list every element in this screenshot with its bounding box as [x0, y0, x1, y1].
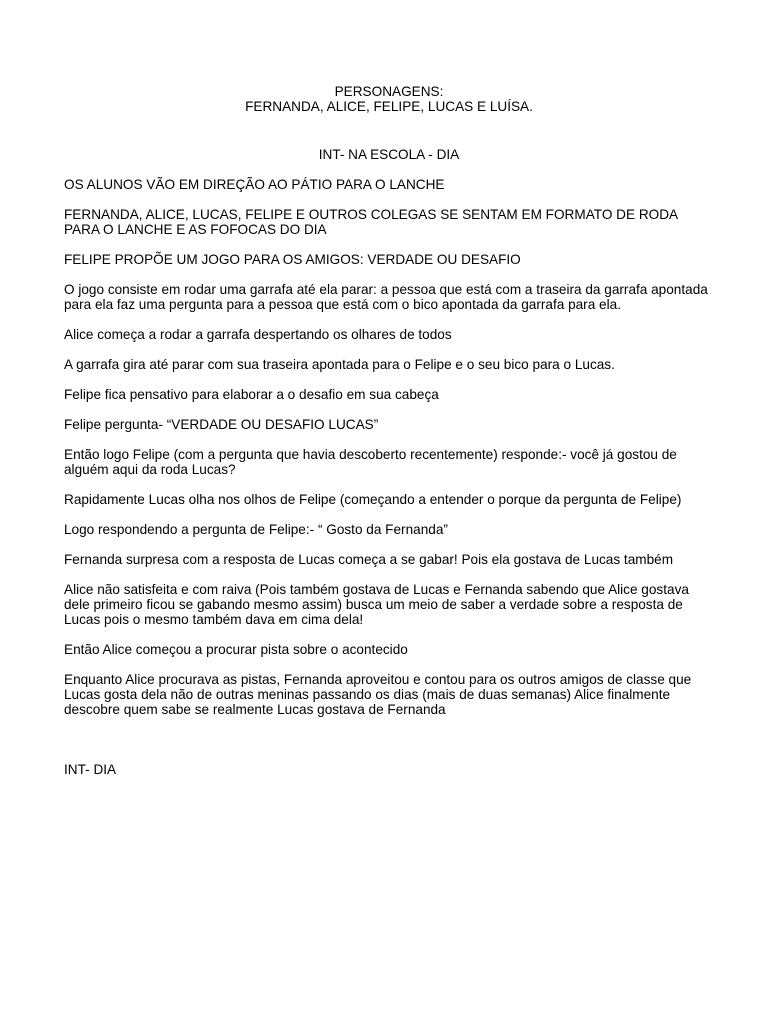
paragraph: Então Alice começou a procurar pista sobre o acontecido	[64, 642, 408, 657]
characters-title: PERSONAGENS:	[334, 84, 444, 99]
paragraph: Felipe fica pensativo para elaborar a o desafio em sua cabeça	[64, 387, 439, 402]
paragraph: OS ALUNOS VÃO EM DIREÇÃO AO PÁTIO PARA O LANCHE	[64, 177, 445, 192]
script-body	[64, 177, 714, 717]
document-page	[64, 84, 714, 777]
paragraph: Felipe pergunta- “VERDADE OU DESAFIO LUCAS”	[64, 417, 379, 432]
paragraph: Enquanto Alice procurava as pistas, Fernanda aproveitou e contou para os outros amigos de classe que Lucas gosta dela não de outras meninas passando os dias (mais de duas semanas) Alice finalmente descobre quem sabe se realmente Lucas gostava de Fernanda	[64, 672, 692, 717]
paragraph: A garrafa gira até parar com sua traseira apontada para o Felipe e o seu bico para o Lucas.	[64, 357, 615, 372]
paragraph: FERNANDA, ALICE, LUCAS, FELIPE E OUTROS COLEGAS SE SENTAM EM FORMATO DE RODA PARA O LANCHE E AS FOFOCAS DO DIA	[64, 207, 678, 237]
paragraph: Logo respondendo a pergunta de Felipe:- “ Gosto da Fernanda”	[64, 522, 448, 537]
scene-heading-school: INT- NA ESCOLA - DIA	[318, 147, 460, 162]
characters-list: FERNANDA, ALICE, FELIPE, LUCAS E LUÍSA.	[245, 99, 533, 114]
paragraph: Rapidamente Lucas olha nos olhos de Felipe (começando a entender o porque da pergunta de Felipe)	[64, 492, 682, 507]
paragraph: FELIPE PROPÕE UM JOGO PARA OS AMIGOS: VERDADE OU DESAFIO	[64, 252, 521, 267]
characters-header	[64, 84, 714, 114]
paragraph: Alice não satisfeita e com raiva (Pois também gostava de Lucas e Fernanda sabendo que Alice gostava dele primeiro ficou se gabando mesmo assim) busca um meio de saber a verdade sobre a resposta de Lucas pois o mesmo também dava em cima dela!	[64, 582, 689, 627]
scene-heading-day: INT- DIA	[64, 762, 117, 777]
paragraph: Alice começa a rodar a garrafa despertando os olhares de todos	[64, 327, 452, 342]
paragraph: O jogo consiste em rodar uma garrafa até ela parar: a pessoa que está com a traseira da garrafa apontada para ela faz uma pergunta para a pessoa que está com o bico apontada da garrafa para ela.	[64, 282, 708, 312]
paragraph: Fernanda surpresa com a resposta de Lucas começa a se gabar! Pois ela gostava de Lucas também	[64, 552, 674, 567]
paragraph: Então logo Felipe (com a pergunta que havia descoberto recentemente) responde:- você já gostou de alguém aqui da roda Lucas?	[64, 447, 677, 477]
